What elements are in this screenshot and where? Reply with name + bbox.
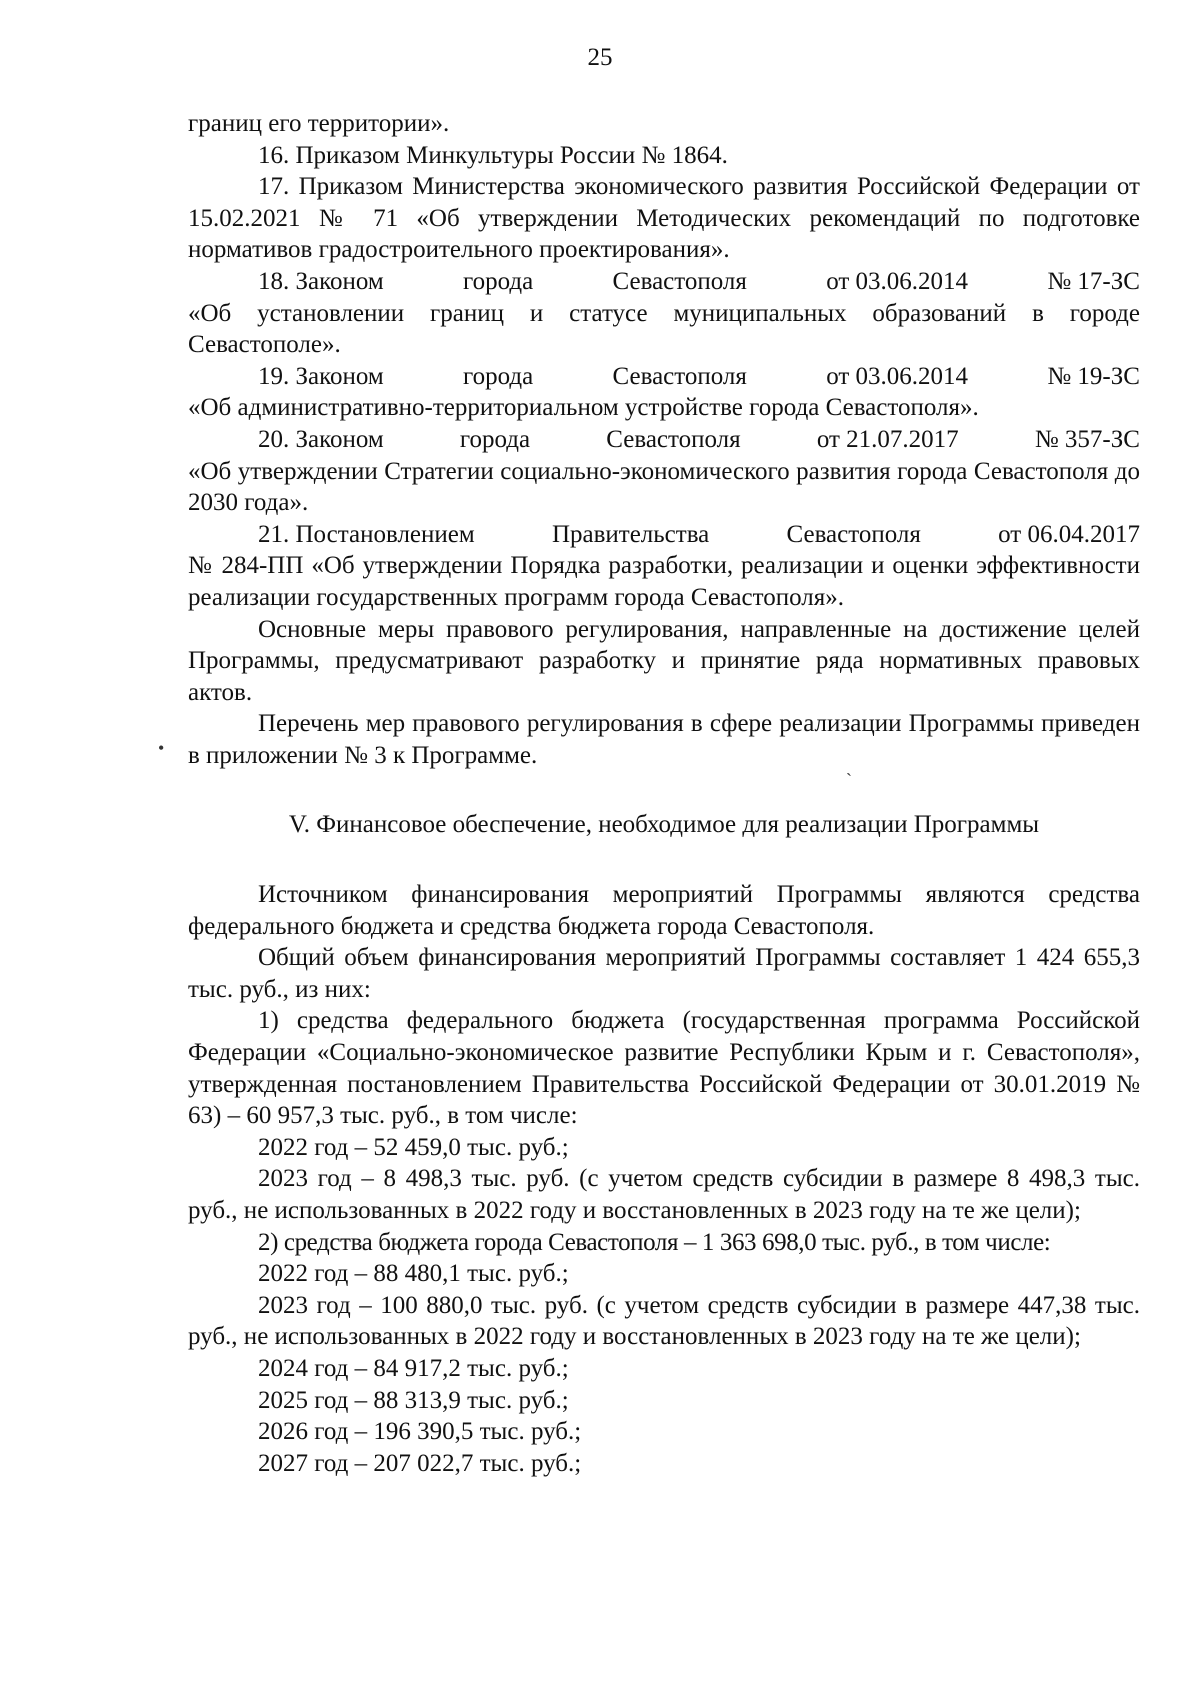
- city-2024: 2024 год – 84 917,2 тыс. руб.;: [258, 1354, 569, 1382]
- city-2027: 2027 год – 207 022,7 тыс. руб.;: [258, 1449, 582, 1477]
- paragraph-measures-list: Перечень мер правового регулирования в сфере реализации Программы приведен в приложении № 3 к Программе.: [188, 710, 1140, 769]
- paragraph-legal-measures: Основные меры правового регулирования, направленные на достижение целей Программы, предусматривают разработку и принятие ряда нормативных правовых актов.: [188, 615, 1140, 706]
- item-19: [188, 361, 1140, 424]
- city-2022: 2022 год – 88 480,1 тыс. руб.;: [258, 1260, 569, 1288]
- item-17: 17. Приказом Министерства экономического развития Российской Федерации от 15.02.2021 № 71 «Об утверждении Методических рекомендаций по подготовке нормативов градостроительного проектирования».: [188, 173, 1140, 264]
- item-21-first-line: 21. Постановлением Правительства Севастополя от 06.04.2017: [258, 520, 1140, 548]
- item-18-rest: «Об установлении границ и статусе муниципальных образований в городе Севастополе».: [188, 299, 1140, 359]
- item-19-first-line: 19. Законом города Севастополя от 03.06.2014 № 19-ЗС: [258, 362, 1140, 390]
- item-18: [188, 266, 1140, 361]
- item-16: 16. Приказом Минкультуры России № 1864.: [258, 141, 728, 169]
- section-heading: V. Финансовое обеспечение, необходимое для реализации Программы: [288, 811, 1040, 839]
- item-19-rest: «Об административно-территориальном устройстве города Севастополя».: [188, 394, 979, 422]
- paragraph-total-funding: Общий объем финансирования мероприятий Программы составляет 1 424 655,3 тыс. руб., из них:: [188, 944, 1140, 1003]
- federal-2023: 2023 год – 8 498,3 тыс. руб. (с учетом средств субсидии в размере 8 498,3 тыс. руб., не использованных в 2022 году и восстановленных в 2023 году на те же цели);: [188, 1165, 1140, 1224]
- federal-2022: 2022 год – 52 459,0 тыс. руб.;: [258, 1133, 569, 1161]
- item-20: [188, 424, 1140, 519]
- scan-mark-left: •: [158, 738, 165, 758]
- paragraph-federal-budget: 1) средства федерального бюджета (государственная программа Российской Федерации «Социально-экономическое развитие Республики Крым и г. Севастополя», утвержденная постановлением Правительства Российской Федерации от 30.01.2019 № 63) – 60 957,3 тыс. руб., в том числе:: [188, 1007, 1140, 1130]
- item-21: [188, 519, 1140, 614]
- item-20-first-line: 20. Законом города Севастополя от 21.07.2017 № 357-ЗС: [258, 425, 1140, 453]
- city-2023: 2023 год – 100 880,0 тыс. руб. (с учетом средств субсидии в размере 447,38 тыс. руб., не использованных в 2022 году и восстановленных в 2023 году на те же цели);: [188, 1291, 1140, 1351]
- city-2026: 2026 год – 196 390,5 тыс. руб.;: [258, 1418, 582, 1446]
- item-18-first-line: 18. Законом города Севастополя от 03.06.2014 № 17-ЗС: [258, 267, 1140, 295]
- page-number: 25: [587, 44, 613, 71]
- item-21-rest: № 284-ПП «Об утверждении Порядка разработки, реализации и оценки эффективности реализации государственных программ города Севастополя».: [188, 552, 1140, 611]
- paragraph-continuation: границ его территории».: [188, 110, 450, 137]
- document-body: [188, 108, 1140, 1479]
- city-2025: 2025 год – 88 313,9 тыс. руб.;: [258, 1386, 569, 1414]
- scan-mark-right: `: [846, 770, 852, 790]
- paragraph-city-budget: 2) средства бюджета города Севастополя – 1 363 698,0 тыс. руб., в том числе:: [258, 1228, 1051, 1256]
- paragraph-funding-source: Источником финансирования мероприятий Программы являются средства федерального бюджета и средства бюджета города Севастополя.: [188, 881, 1140, 940]
- item-20-rest: «Об утверждении Стратегии социально-экономического развития города Севастополя до 2030 года».: [188, 457, 1140, 517]
